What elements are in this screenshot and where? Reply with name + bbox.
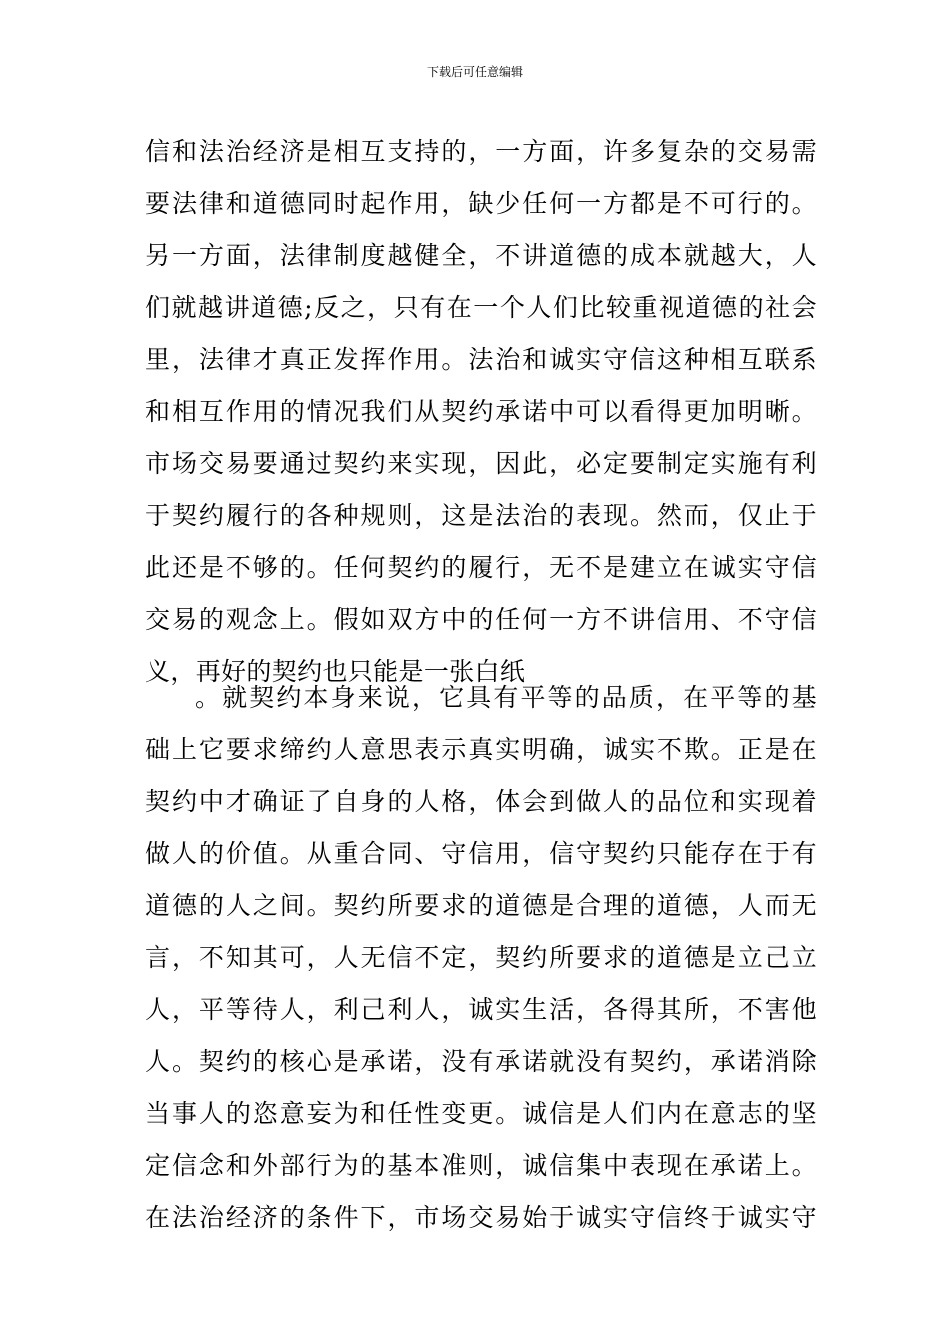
paragraph-2 [145,672,817,1244]
text-line: 契约中才确证了自身的人格，体会到做人的品位和实现着 [145,787,817,816]
text-line: 础上它要求缔约人意思表示真实明确，诚实不欺。正是在 [145,735,817,764]
text-line: 于契约履行的各种规则，这是法治的表现。然而，仅止于 [145,501,817,530]
text-line: 人。契约的核心是承诺，没有承诺就没有契约，承诺消除 [145,1047,817,1076]
text-line: 在法治经济的条件下，市场交易始于诚实守信终于诚实守 [145,1203,817,1232]
text-line: 定信念和外部行为的基本准则，诚信集中表现在承诺上。 [145,1151,817,1180]
text-line: 此还是不够的。任何契约的履行，无不是建立在诚实守信 [145,553,817,582]
text-line: 交易的观念上。假如双方中的任何一方不讲信用、不守信 [145,605,817,634]
paragraph-1 [145,126,817,698]
text-line: 。就契约本身来说，它具有平等的品质，在平等的基 [195,683,817,712]
text-line: 言，不知其可，人无信不定，契约所要求的道德是立己立 [145,943,817,972]
text-line: 和相互作用的情况我们从契约承诺中可以看得更加明晰。 [145,397,817,426]
text-line: 里，法律才真正发挥作用。法治和诚实守信这种相互联系 [145,345,817,374]
text-line: 信和法治经济是相互支持的，一方面，许多复杂的交易需 [145,137,817,166]
text-line: 另一方面，法律制度越健全，不讲道德的成本就越大，人 [145,241,817,270]
text-line: 道德的人之间。契约所要求的道德是合理的道德，人而无 [145,891,817,920]
text-line: 做人的价值。从重合同、守信用，信守契约只能存在于有 [145,839,817,868]
text-line: 市场交易要通过契约来实现，因此，必定要制定实施有利 [145,449,817,478]
text-line: 要法律和道德同时起作用，缺少任何一方都是不可行的。 [145,189,817,218]
text-line: 当事人的恣意妄为和任性变更。诚信是人们内在意志的坚 [145,1099,817,1128]
text-line: 们就越讲道德;反之，只有在一个人们比较重视道德的社会 [145,293,817,322]
text-line: 义，再好的契约也只能是一张白纸 [145,657,526,686]
text-line: 人，平等待人，利己利人，诚实生活，各得其所，不害他 [145,995,817,1024]
page-header: 下载后可任意编辑 [426,65,523,79]
